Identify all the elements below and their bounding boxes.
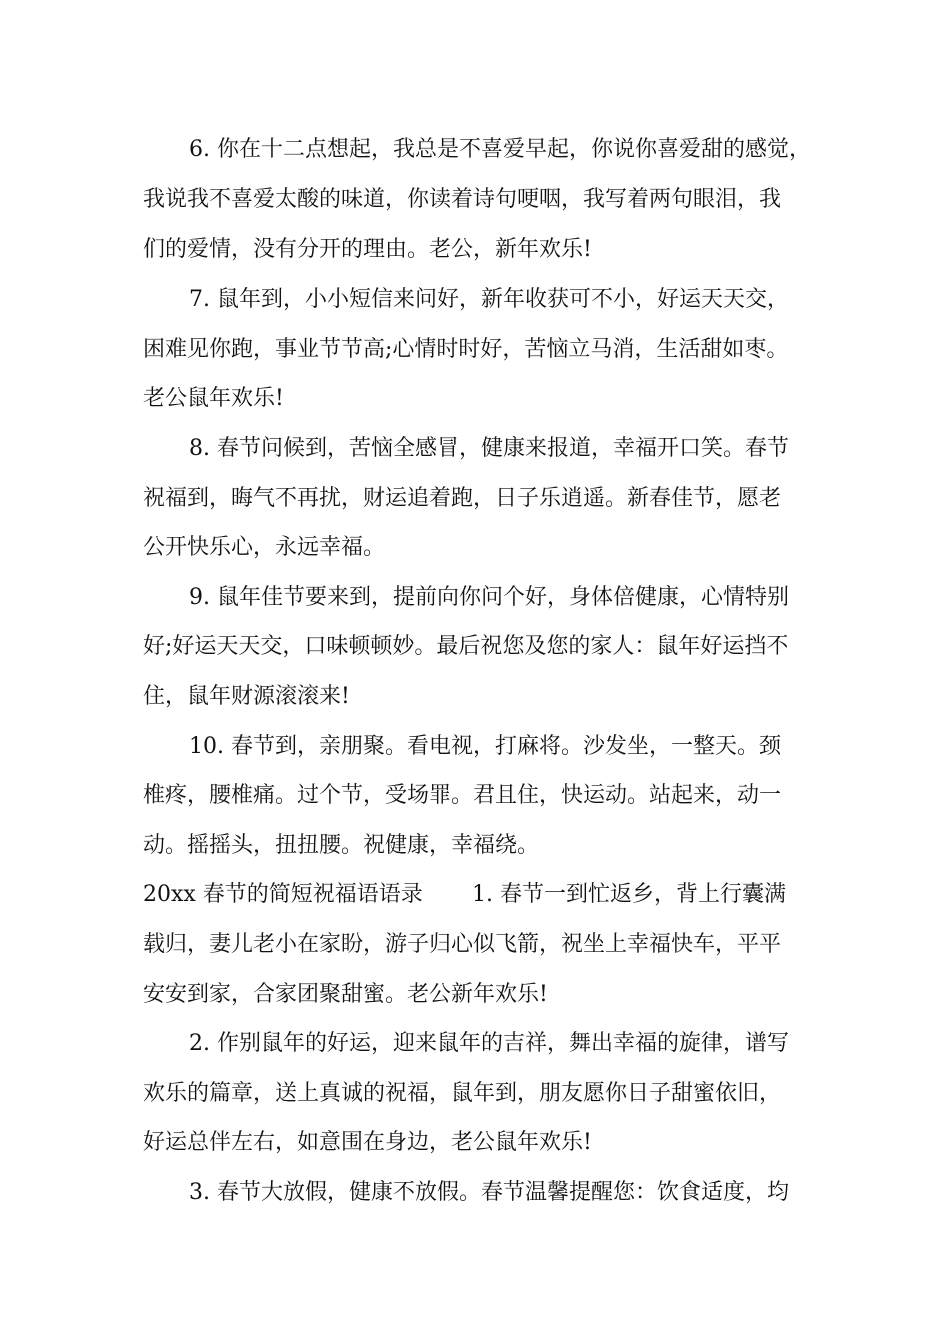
- paragraph-line: [0, 980, 950, 1010]
- paragraph-line: [0, 335, 950, 365]
- line-text: 祝福到，晦气不再扰，财运追着跑，日子乐逍遥。新春佳节，愿老: [143, 486, 782, 511]
- line-text: 6. 你在十二点想起，我总是不喜爱早起，你说你喜爱甜的感觉，: [189, 137, 811, 162]
- line-text: 我说我不喜爱太酸的味道，你读着诗句哽咽，我写着两句眼泪，我: [143, 187, 782, 212]
- line-text: 安安到家，合家团聚甜蜜。老公新年欢乐!: [143, 982, 548, 1007]
- line-text: 住，鼠年财源滚滚来!: [143, 684, 350, 709]
- line-text: 载归，妻儿老小在家盼，游子归心似飞箭，祝坐上幸福快车，平平: [143, 932, 782, 957]
- paragraph-line: [0, 384, 950, 414]
- line-text: 动。摇摇头，扭扭腰。祝健康，幸福绕。: [143, 833, 540, 858]
- line-text: 2. 作别鼠年的好运，迎来鼠年的吉祥，舞出幸福的旋律，谱写: [189, 1031, 789, 1056]
- paragraph-line: [0, 1079, 950, 1109]
- paragraph-line: [0, 1029, 950, 1059]
- line-text: 3. 春节大放假，健康不放假。春节温馨提醒您：饮食适度，均: [189, 1180, 789, 1205]
- paragraph-line: [0, 484, 950, 514]
- paragraph-line: [0, 533, 950, 563]
- paragraph-line: [0, 185, 950, 215]
- paragraph-line: [0, 632, 950, 662]
- paragraph-line: [0, 583, 950, 613]
- paragraph-line: [0, 880, 950, 910]
- paragraph-line: [0, 732, 950, 762]
- paragraph-line: [0, 285, 950, 315]
- paragraph-line: [0, 930, 950, 960]
- line-text: 好运总伴左右，如意围在身边，老公鼠年欢乐!: [143, 1130, 592, 1155]
- line-text: 困难见你跑，事业节节高;心情时时好，苦恼立马消，生活甜如枣。: [143, 337, 789, 362]
- line-text: 10. 春节到，亲朋聚。看电视，打麻将。沙发坐，一整天。颈: [189, 734, 781, 759]
- paragraph-line: [0, 682, 950, 712]
- paragraph-line: [0, 1128, 950, 1158]
- line-text: 8. 春节问候到，苦恼全感冒，健康来报道，幸福开口笑。春节: [189, 436, 789, 461]
- paragraph-line: [0, 135, 950, 165]
- line-text: 椎疼，腰椎痛。过个节，受场罪。君且住，快运动。站起来，动一: [143, 783, 782, 808]
- line-text: 公开快乐心，永远幸福。: [143, 535, 386, 560]
- paragraph-line: [0, 831, 950, 861]
- paragraph-line: [0, 781, 950, 811]
- line-text: 们的爱情，没有分开的理由。老公，新年欢乐!: [143, 237, 592, 262]
- line-text: 欢乐的篇章，送上真诚的祝福，鼠年到，朋友愿你日子甜蜜依旧，: [143, 1081, 782, 1106]
- line-text: 1. 春节一到忙返乡，背上行囊满: [472, 882, 786, 907]
- paragraph-line: [0, 434, 950, 464]
- section-heading: 20xx 春节的简短祝福语语录: [143, 882, 423, 907]
- paragraph-line: [0, 1178, 950, 1208]
- line-text: 老公鼠年欢乐!: [143, 386, 284, 411]
- line-text: 7. 鼠年到，小小短信来问好，新年收获可不小，好运天天交，: [189, 287, 789, 312]
- line-text: 好;好运天天交，口味顿顿妙。最后祝您及您的家人：鼠年好运挡不: [143, 634, 789, 659]
- paragraph-line: [0, 235, 950, 265]
- line-text: 9. 鼠年佳节要来到，提前向你问个好，身体倍健康，心情特别: [189, 585, 789, 610]
